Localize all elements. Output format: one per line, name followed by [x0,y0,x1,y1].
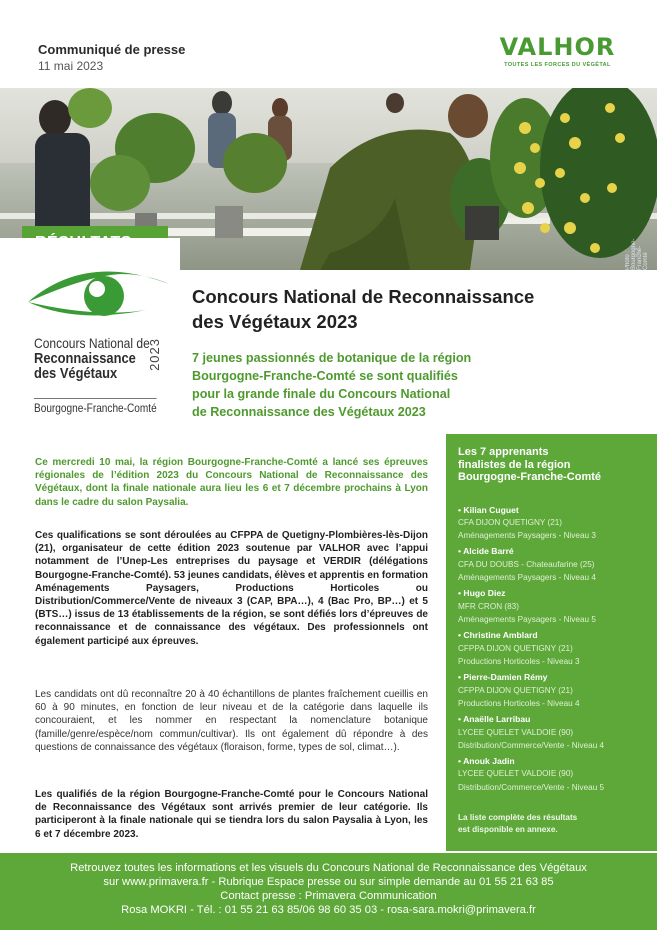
page-title [192,284,612,334]
finalist-name: • Kilian Cuguet [458,504,519,515]
subtitle-line3: pour la grande finale du Concours National [192,387,451,401]
finalist-category: Aménagements Paysagers - Niveau 4 [458,573,596,583]
finalist-school: CFA DU DOUBS - Chateaufarine (25) [458,559,595,569]
photo-credit: Photo : Bourgogne-Franche-Comté [625,238,649,270]
contest-logo-line3: des Végétaux [34,365,118,382]
finalists-sidebar [446,434,657,851]
finalist-school: LYCEE QUELET VALDOIE (90) [458,769,574,779]
page-subtitle [192,349,552,421]
footer-line2: sur www.primavera.fr - Rubrique Espace presse ou sur simple demande au 01 55 21 63 85 [103,876,554,888]
list-item [458,629,657,668]
finalist-name: • Anouk Jadin [458,755,515,766]
finalist-school: LYCEE QUELET VALDOIE (90) [458,727,574,737]
qualified-paragraph: Les qualifiés de la région Bourgogne-Franche-Comté pour le Concours National de Reconnaissance des Végétaux sont arrivés premier de leur catégorie. Ils participeront à la finale nationale qui se tiendra lors du salon Paysalia à Lyon, les 6 et 7 décembre 2023. [35,789,428,840]
finalist-category: Aménagements Paysagers - Niveau 3 [458,531,596,541]
finalist-school: MFR CRON (83) [458,601,519,611]
document-type: Communiqué de presse [38,42,186,57]
finalist-name: • Anaëlle Larribau [458,714,531,725]
page-title-line1: Concours National de Reconnaissance [192,286,535,307]
eye-logo-icon [26,262,171,328]
finalist-category: Distribution/Commerce/Vente - Niveau 5 [458,782,605,792]
release-date: 11 mai 2023 [38,59,104,73]
finalist-category: Productions Horticoles - Niveau 3 [458,656,580,666]
finalist-name: • Pierre-Damien Rémy [458,672,548,683]
subtitle-line1: 7 jeunes passionnés de botanique de la région [192,351,472,365]
page-title-line2: des Végétaux 2023 [192,311,358,332]
qualification-paragraph: Ces qualifications se sont déroulées au CFPPA de Quetigny-Plombières-lès-Dijon (21), organisateur de cette édition 2023 soutenue par VALHOR avec l’appui notamment de l’Unep-Les entreprises du paysage et VERDIR (délégations Bourgogne-Franche-Comté). 53 jeunes candidats, élèves et apprentis en formation Aménagements Paysagers, Productions Horticoles ou Distribution/Commerce/Vente de niveaux 3 (CAP, BPA…), 4 (Bac Pro, BP…) et 5 (BTS…) issus de 13 établissements de la région, se sont défiés lors d’épreuves de reconnaissance et de connaissance des végétaux. Des professionnels ont également participé aux épreuves. [35,530,428,647]
sidebar-title-line2: finalistes de la région [458,458,571,471]
intro-paragraph: Ce mercredi 10 mai, la région Bourgogne-Franche-Comté a lancé ses épreuves régionales de l’édition 2023 du Concours National de Reconnaissance des Végétaux, dont la finale nationale aura lieu les 6 et 7 décembre prochains à Lyon dans le cadre du salon Paysalia. [35,457,428,508]
list-item [458,755,657,794]
list-item [458,587,657,626]
footer-line4: Rosa MOKRI - Tél. : 01 55 21 63 85/06 98 60 35 03 - rosa-sara.mokri@primavera.fr [121,904,536,916]
annex-note-line2: est disponible en annexe. [458,825,558,834]
finalists-list [458,504,657,794]
finalist-school: CFPPA DIJON QUETIGNY (21) [458,685,573,695]
finalist-name: • Christine Amblard [458,630,538,641]
finalist-category: Aménagements Paysagers - Niveau 5 [458,615,596,625]
logo-tagline: TOUTES LES FORCES DU VÉGÉTAL [504,62,611,68]
press-release-header [38,42,185,73]
list-item [458,504,657,543]
valhor-logo [490,33,625,68]
contest-logo-year: 2023 [147,338,162,371]
finalist-school: CFA DIJON QUETIGNY (21) [458,518,563,527]
finalist-category: Distribution/Commerce/Vente - Niveau 4 [458,740,605,750]
footer-line1: Retrouvez toutes les informations et les visuels du Concours National de Reconnaissance des Végétaux [70,862,587,874]
finalist-school: CFPPA DIJON QUETIGNY (21) [458,643,573,653]
sidebar-title [458,446,657,484]
finalist-name: • Hugo Diez [458,588,506,599]
finalist-name: • Alcide Barré [458,546,514,557]
contest-logo-region: Bourgogne-Franche-Comté [34,398,157,415]
contest-logo-text [34,335,150,382]
footer-line3: Contact presse : Primavera Communication [220,890,437,902]
tasks-paragraph: Les candidats ont dû reconnaître 20 à 40 échantillons de plantes fraîchement cueillis en 60 à 90 minutes, en fonction de leur niveau et de la catégorie dans laquelle ils concouraient, et les nommer en respectant la nomenclature botanique (famille/genre/espèce/nom commun/cultivar). Ils ont également dû répondre à des questions de connaissance des végétaux (floraison, forme, types de sol, climat…). [35,689,428,753]
contact-footer [0,853,657,930]
subtitle-line4: de Reconnaissance des Végétaux 2023 [192,405,426,419]
annex-note [458,812,577,836]
list-item [458,545,657,584]
subtitle-line2: Bourgogne-Franche-Comté se sont qualifiés [192,369,458,383]
sidebar-title-line1: Les 7 apprenants [458,446,549,458]
contest-logo-line1: Concours National de [34,335,150,351]
annex-note-line1: La liste complète des résultats [458,813,578,822]
sidebar-title-line3: Bourgogne-Franche-Comté [458,471,601,483]
list-item [458,713,657,752]
contest-logo-line2: Reconnaissance [34,350,136,367]
list-item [458,671,657,710]
logo-name: VALHOR [499,33,616,61]
finalist-category: Productions Horticoles - Niveau 4 [458,698,580,708]
